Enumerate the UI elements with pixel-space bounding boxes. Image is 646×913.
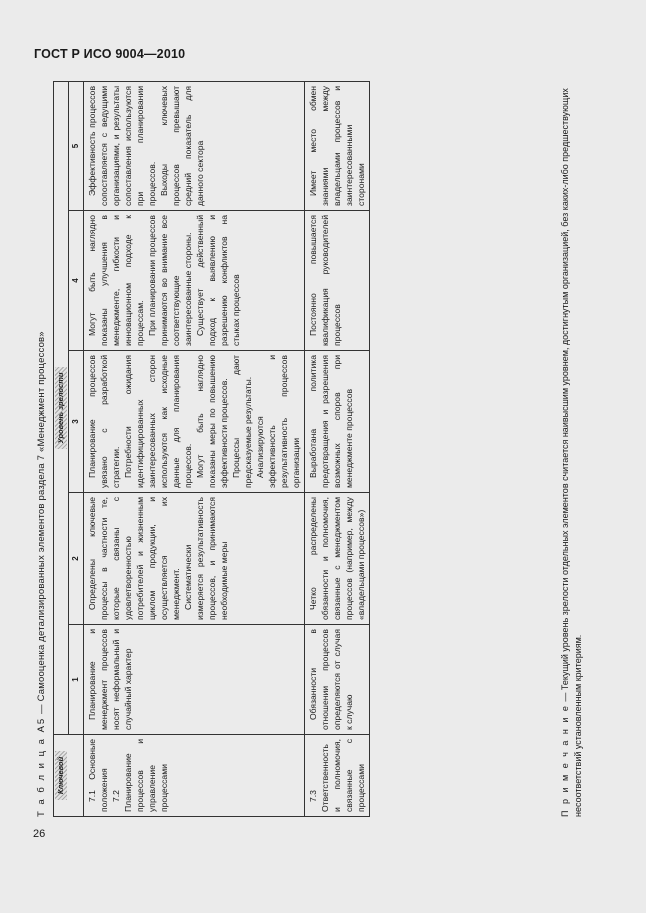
cell-paragraph: Выработана политика предотвращения и разрешения возможных споров при менеджменте процессов — [308, 355, 354, 488]
cell-paragraph: Процессы дают предсказуемые результаты. — [231, 355, 253, 488]
cell-paragraph: Определены ключевые процессы в частности те, которые связаны с удовлетворенностью потребителей и жизненным циклом продукции, и осуществляется их менеджмент. — [87, 497, 181, 620]
level-1-header: 1 — [69, 625, 84, 735]
cell-paragraph: Планирование и менеджмент процессов носят неформальный и случайный характер — [87, 629, 133, 730]
level-3-header: 3 — [69, 351, 84, 493]
maturity-table — [53, 81, 370, 817]
cell-paragraph: Имеет место обмен знаниями между владельцами процессов и заинтересованными сторонами — [308, 85, 366, 206]
table-row — [84, 81, 305, 816]
level-4-header: 4 — [69, 211, 84, 351]
level-3-cell — [305, 351, 370, 493]
key-element-header: Ключевой — [54, 735, 84, 817]
level-4-cell — [84, 211, 305, 351]
note-text: — Текущий уровень зрелости отдельных элементов считается наивысшим уровнем, достигнутым организацией, без каких-либо предшествующих несоответствий установленным критериям. — [560, 88, 583, 817]
cell-paragraph: Существует действенный подход к выявлению и разрешению конфликтов на стыках процессов — [195, 215, 241, 346]
table-caption — [36, 17, 47, 817]
cell-paragraph: Могут быть наглядно показаны улучшения в менеджменте, гибкости и инновационном подходе к процессам. — [87, 215, 145, 346]
cell-paragraph: При планировании процессов принимаются во внимание все соответствующие заинтересованные стороны. — [147, 215, 193, 346]
cell-paragraph: Могут быть наглядно показаны меры по повышению эффективности процессов. — [195, 355, 229, 488]
level-5-cell — [305, 81, 370, 210]
cell-paragraph: 7.2 Планирование процессов и управление процессами — [111, 739, 169, 812]
level-2-header: 2 — [69, 493, 84, 625]
level-3-cell — [84, 351, 305, 493]
cell-paragraph: Выходы ключевых процессов превышают средний показатель для данного сектора — [159, 85, 205, 206]
caption-text: — Самооценка детализированных элементов раздела 7 «Менеджмент процессов» — [36, 331, 47, 717]
key-element-cell — [305, 735, 370, 817]
cell-paragraph: Обязанности в отношении процессов определяются от случая к случаю — [308, 629, 354, 730]
caption-prefix: Т а б л и ц а А5 — [36, 716, 47, 817]
level-2-cell — [305, 493, 370, 625]
key-element-cell — [84, 735, 305, 817]
note-prefix: П р и м е ч а н и е — [560, 704, 570, 817]
cell-paragraph: Анализируются эффективность и результативность процессов организации — [255, 355, 301, 488]
level-5-cell — [84, 81, 305, 210]
level-4-cell — [305, 211, 370, 351]
cell-paragraph: Четко распределены обязанности и полномочия, связанные с менеджментом процессов (например, между «владельцами процессов») — [308, 497, 366, 620]
cell-paragraph: Эффективность процессов сопоставляется с ведущими организациями, и результаты сопоставления используются при планировании процессов. — [87, 85, 157, 206]
cell-paragraph: 7.1 Основные положения — [87, 739, 109, 812]
level-2-cell — [84, 493, 305, 625]
level-1-cell — [305, 625, 370, 735]
cell-paragraph: 7.3 Ответственность и полномочия, связанные с процессами — [308, 739, 366, 812]
document-header: ГОСТ Р ИСО 9004—2010 — [34, 47, 186, 61]
cell-paragraph: Постоянно повышается квалификация руководителей процессов — [308, 215, 342, 346]
page-number: 26 — [33, 828, 46, 840]
table-note — [559, 82, 585, 817]
cell-paragraph: Планирование процессов увязано с разработкой стратегии. — [87, 355, 121, 488]
table-row — [305, 81, 370, 816]
cell-paragraph: Систематически измеряется результативность процессов, и принимаются необходимые меры — [183, 497, 229, 620]
maturity-level-header: Уровень зрелости — [54, 81, 69, 734]
level-1-cell — [84, 625, 305, 735]
cell-paragraph: Потребности ожидания идентифицированных заинтересованных сторон используются как исходные данные для планирования процессов. — [123, 355, 193, 488]
rotated-table-block — [31, 17, 591, 817]
level-5-header: 5 — [69, 81, 84, 210]
